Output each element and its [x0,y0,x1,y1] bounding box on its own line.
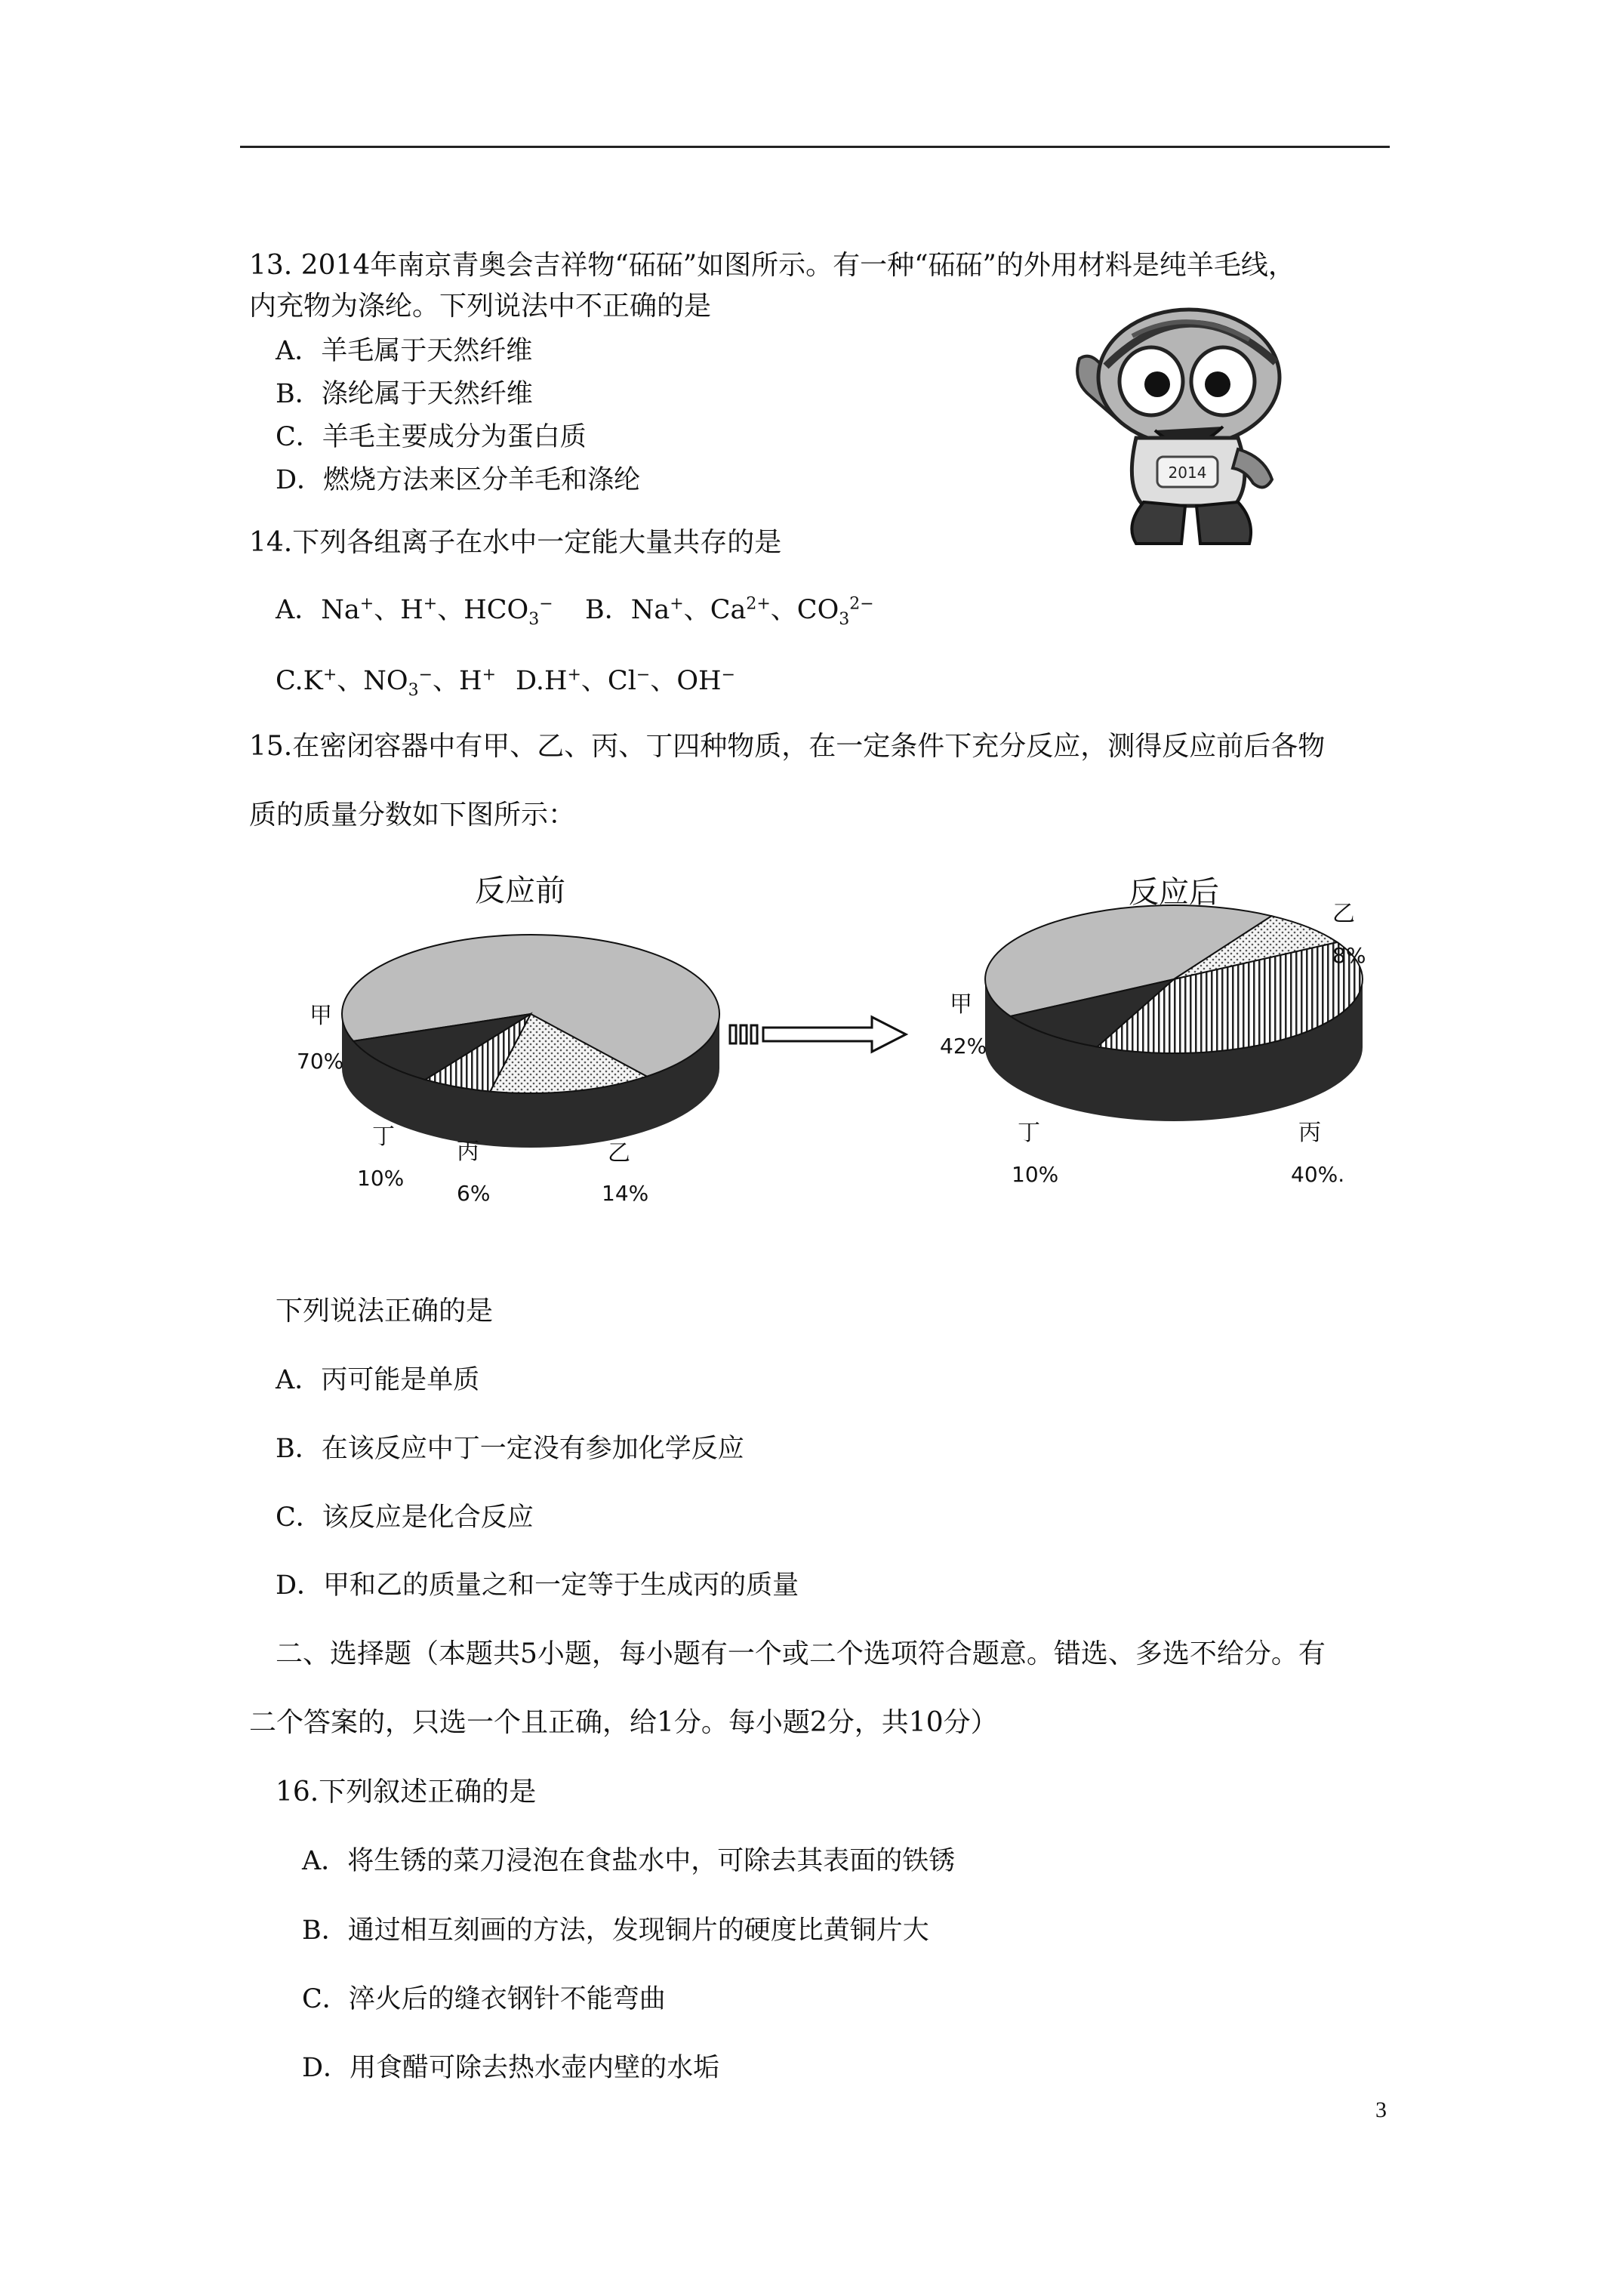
q14-option-b: B．Na+、$Ca^{2+}$、$CO_3^{2-}$ [585,594,874,629]
after-label-jia: 甲 [950,991,972,1018]
q15-option-a: A．丙可能是单质 [276,1365,480,1395]
chart-before-slices [342,935,719,1093]
q16-option-c: C．淬火后的缝衣钢针不能弯曲 [302,1984,666,2014]
q13-option-a: A．羊毛属于天然纤维 [276,336,533,366]
section2-heading-line2: 二个答案的，只选一个且正确，给1分。每小题2分，共10分） [249,1707,998,1738]
arrow-icon [730,1017,906,1052]
q15-question: 下列说法正确的是 [276,1296,494,1327]
after-label-ding: 丁 [1018,1120,1040,1146]
q15-option-d: D．甲和乙的质量之和一定等于生成丙的质量 [276,1570,799,1601]
after-value-yi: 8% [1332,943,1366,968]
after-value-ding: 10% [1012,1162,1059,1187]
q15-stem-line1: 15.在密闭容器中有甲、乙、丙、丁四种物质，在一定条件下充分反应，测得反应前后各物 [249,731,1326,762]
q13-option-c: C．羊毛主要成分为蛋白质 [276,422,587,452]
q15-stem-line2: 质的质量分数如下图所示： [249,800,576,831]
chart-after-slices [985,905,1363,1053]
mascot-image [1061,298,1393,547]
page-number: 3 [1375,2097,1387,2122]
before-label-jia: 甲 [310,1003,332,1029]
pie-charts [276,849,1476,1223]
before-label-bing: 丙 [457,1139,479,1165]
header-rule [240,146,1390,148]
q16-option-a: A．将生锈的菜刀浸泡在食盐水中，可除去其表面的铁锈 [302,1846,956,1876]
before-value-yi: 14% [602,1181,649,1206]
q14-option-d: D.H+、Cl−、OH− [516,665,736,696]
q13-stem-line1: 13. 2014年南京青奥会吉祥物“砳砳”如图所示。有一种“砳砳”的外用材料是纯羊毛线， [249,250,1295,281]
after-label-yi: 乙 [1332,901,1355,927]
section2-heading-line1: 二、选择题（本题共5小题，每小题有一个或二个选项符合题意。错选、多选不给分。有 [276,1638,1326,1669]
q13-option-b: B．涤纶属于天然纤维 [276,379,533,409]
before-label-yi: 乙 [608,1140,630,1166]
before-label-ding: 丁 [372,1123,395,1150]
q16-stem: 16.下列叙述正确的是 [276,1777,537,1808]
before-value-ding: 10% [357,1166,405,1191]
after-value-jia: 42% [940,1034,987,1059]
q14-option-c: C.K+、$NO_3^-$、H+ [276,665,497,700]
q13-stem-line2: 内充物为涤纶。下列说法中不正确的是 [249,291,712,322]
q14-option-a: A．Na+、H+、$HCO_3^-$ [276,594,553,629]
q15-option-b: B．在该反应中丁一定没有参加化学反应 [276,1434,744,1464]
after-value-bing: 40%. [1291,1162,1345,1187]
q15-option-c: C．该反应是化合反应 [276,1502,534,1533]
mascot-badge-text: 2014 [1168,464,1207,482]
q13-option-d: D．燃烧方法来区分羊毛和涤纶 [276,465,641,495]
before-value-bing: 6% [457,1181,491,1206]
before-value-jia: 70% [297,1049,344,1074]
q14-stem: 14.下列各组离子在水中一定能大量共存的是 [249,527,782,558]
q16-option-d: D．用食醋可除去热水壶内壁的水垢 [302,2053,720,2083]
q16-option-b: B．通过相互刻画的方法，发现铜片的硬度比黄铜片大 [302,1915,929,1946]
after-label-bing: 丙 [1298,1120,1321,1146]
chart-before-title: 反应前 [475,874,565,908]
chart-after-title: 反应后 [1129,875,1219,910]
